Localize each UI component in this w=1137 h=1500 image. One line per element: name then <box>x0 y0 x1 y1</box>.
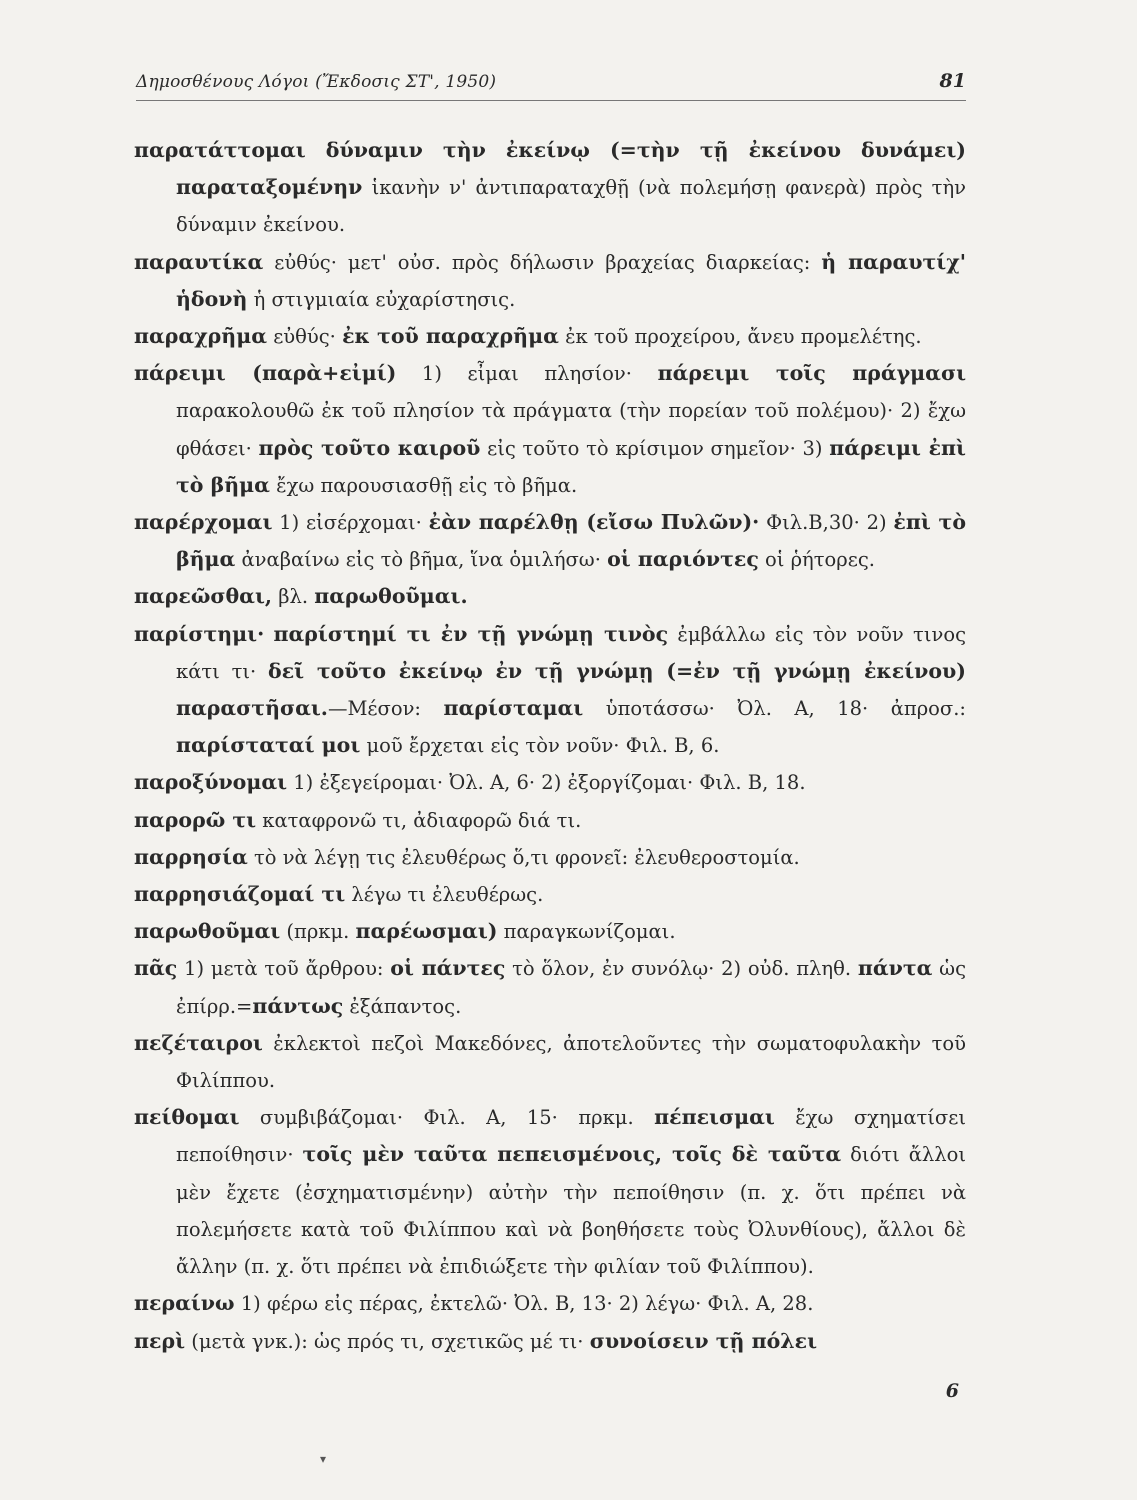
signature-number: 6 <box>945 1380 959 1402</box>
definition: (μετὰ γνκ.): ὡς πρός τι, σχετικῶς μέ τι· <box>185 1329 590 1353</box>
glossary-entry <box>134 244 966 318</box>
definition: μοῦ ἔρχεται εἰς τὸν νοῦν· Φιλ. Β, 6. <box>360 734 720 758</box>
glossary-entry <box>134 504 966 578</box>
glossary-body <box>134 132 966 1360</box>
definition: 1) εἰσέρχομαι· <box>272 511 429 535</box>
definition: ἔχω σχηματίσει πεποίθησιν· <box>176 1106 966 1167</box>
headword: παρωθοῦμαι <box>134 919 281 944</box>
definition: (πρκμ. <box>280 920 356 944</box>
phrase: πάρειμι τοῖς πράγμασι <box>657 361 966 386</box>
phrase: ἐκ τοῦ παραχρῆμα <box>342 324 559 349</box>
definition: εἰς τοῦτο τὸ κρίσιμον σημεῖον· 3) <box>480 436 830 460</box>
definition: 1) μετὰ τοῦ ἄρθρου: <box>177 957 391 981</box>
headword: περὶ <box>134 1328 186 1353</box>
phrase: πρὸς τοῦτο καιροῦ <box>258 435 481 460</box>
headword: παροξύνομαι <box>134 770 288 795</box>
headword: παρέρχομαι <box>134 510 273 535</box>
definition: ἐκλεκτοὶ πεζοὶ Μακεδόνες, ἀποτελοῦντες τὴν σωματοφυλακὴν τοῦ Φιλίππου. <box>176 1031 966 1093</box>
headword: παραυτίκα <box>134 249 264 274</box>
phrase: συνοίσειν τῇ πόλει <box>589 1328 818 1353</box>
definition: ἱκανὴν ν' ἀντιπαραταχθῇ (νὰ πολεμήσῃ φανερὰ) πρὸς τὴν δύναμιν ἐκείνου. <box>176 176 966 237</box>
glossary-entry <box>134 1323 966 1360</box>
definition: ὡς ἐπίρρ.= <box>176 957 966 1018</box>
definition: —Μέσον: <box>327 697 444 721</box>
glossary-entry <box>134 1025 966 1099</box>
definition: καταφρονῶ τι, ἀδιαφορῶ διά τι. <box>256 808 582 832</box>
phrase: ἐὰν παρέλθῃ (εἴσω Πυλῶν)· <box>428 510 760 535</box>
definition: τὸ ὅλον, ἐν συνόλῳ· 2) οὐδ. πληθ. <box>505 957 858 981</box>
glossary-entry <box>134 355 966 504</box>
headword: παρίστημι· <box>134 621 265 646</box>
phrase: παρωθοῦμαι. <box>314 584 468 609</box>
glossary-entry <box>134 318 966 355</box>
glossary-entry <box>134 132 966 244</box>
definition: 1) εἶμαι πλησίον· <box>396 362 658 386</box>
headword: περαίνω <box>134 1291 235 1316</box>
phrase: τοῖς μὲν ταῦτα πεπεισμένοις, τοῖς δὲ ταῦτα <box>302 1142 842 1167</box>
definition: εὐθύς· μετ' οὐσ. πρὸς δήλωσιν βραχείας διαρκείας: <box>263 250 822 274</box>
phrase: πάντα <box>857 956 933 981</box>
glossary-entry <box>134 578 966 615</box>
phrase: πέπεισμαι <box>654 1105 775 1130</box>
phrase: πάρειμι ἐπὶ τὸ βῆμα <box>176 435 966 497</box>
definition: ἀναβαίνω εἰς τὸ βῆμα, ἵνα ὁμιλήσω· <box>235 548 608 572</box>
headword: παρορῶ τι <box>134 807 257 832</box>
definition: ἐξάπαντος. <box>343 994 462 1018</box>
glossary-entry <box>134 950 966 1024</box>
definition: οἱ ῥήτορες. <box>758 548 875 572</box>
phrase: οἱ πάντες <box>390 956 506 981</box>
glossary-entry <box>134 1099 966 1285</box>
headword: παρρησία <box>134 844 248 869</box>
definition: τὸ νὰ λέγῃ τις ἐλευθέρως ὅ,τι φρονεῖ: ἐλευθεροστομία. <box>247 845 800 869</box>
glossary-entry <box>134 913 966 950</box>
definition: ἡ στιγμιαία εὐχαρίστησις. <box>247 287 516 311</box>
headword: παραχρῆμα <box>134 324 267 349</box>
definition: διότι ἄλλοι μὲν ἔχετε (ἐσχηματισμένην) αὐτὴν τὴν πεποίθησιν (π. χ. ὅτι πρέπει νὰ πολεμήσετε κατὰ τοῦ Φιλίππου καὶ νὰ βοηθήσετε τοὺς Ὀλυνθίους), ἄλλοι δὲ ἄλλην (π. χ. ὅτι πρέπει νὰ ἐπιδιώξετε τὴν φιλίαν τοῦ Φιλίππου). <box>176 1143 966 1279</box>
glossary-entry <box>134 1285 966 1322</box>
definition: εὐθύς· <box>267 325 343 349</box>
phrase: δεῖ τοῦτο ἐκείνῳ ἐν τῇ γνώμῃ (=ἐν τῇ γνώμῃ ἐκείνου) παραστῆσαι. <box>176 658 966 721</box>
definition: συμβιβάζομαι· Φιλ. Α, 15· πρκμ. <box>239 1106 655 1130</box>
phrase: οἱ παριόντες <box>607 547 759 572</box>
definition: 1) ἐξεγείρομαι· Ὀλ. Α, 6· 2) ἐξοργίζομαι· Φιλ. Β, 18. <box>287 771 806 795</box>
headword: πείθομαι <box>134 1105 240 1130</box>
definition: παρακολουθῶ ἐκ τοῦ πλησίον τὰ πράγματα (τὴν πορείαν τοῦ πολέμου)· 2) ἔχω φθάσει· <box>176 399 966 460</box>
definition: λέγω τι ἐλευθέρως. <box>345 883 544 907</box>
phrase: παρίστημί τι ἐν τῇ γνώμῃ τινὸς <box>273 621 669 646</box>
page-number: 81 <box>939 70 966 92</box>
glossary-entry <box>134 876 966 913</box>
headword: πᾶς <box>134 956 178 981</box>
headword: παρρησιάζομαί τι <box>134 882 346 907</box>
phrase: παρίσταταί μοι <box>176 733 361 758</box>
glossary-entry <box>134 802 966 839</box>
definition: βλ. <box>272 585 315 609</box>
bullet-icon: ▾ <box>320 1452 327 1466</box>
glossary-entry <box>134 839 966 876</box>
headword: παρατάττομαι δύναμιν τὴν ἐκείνῳ (=τὴν τῇ ἐκείνου δυνάμει) παραταξομένην <box>134 138 966 200</box>
definition: ἔχω παρουσιασθῇ εἰς τὸ βῆμα. <box>269 473 578 497</box>
headword: πάρειμι (παρὰ+εἰμί) <box>134 361 397 386</box>
definition: παραγκωνίζομαι. <box>497 920 676 944</box>
phrase: ἐπὶ τὸ βῆμα <box>176 510 966 572</box>
running-title: Δημοσθένους Λόγοι (Ἔκδοσις ΣΤ', 1950) <box>136 72 497 92</box>
headword: παρεῶσθαι, <box>134 584 273 609</box>
definition: 1) φέρω εἰς πέρας, ἐκτελῶ· Ὀλ. Β, 13· 2) λέγω· Φιλ. Α, 28. <box>234 1292 814 1316</box>
glossary-entry <box>134 616 966 765</box>
phrase: πάντως <box>252 993 344 1018</box>
running-header <box>136 70 966 101</box>
definition: ἐμβάλλω εἰς τὸν νοῦν τινος κάτι τι· <box>176 622 966 683</box>
phrase: παρέωσμαι) <box>355 919 498 944</box>
phrase: ἡ παραυτίχ' ἡδονὴ <box>176 249 966 311</box>
definition: ἐκ τοῦ προχείρου, ἄνευ προμελέτης. <box>558 325 922 349</box>
glossary-entry <box>134 764 966 801</box>
phrase: παρίσταμαι <box>443 696 584 721</box>
definition: Φιλ.Β,30· 2) <box>759 511 894 535</box>
definition <box>264 623 273 646</box>
headword: πεζέταιροι <box>134 1030 263 1055</box>
definition: ὑποτάσσω· Ὀλ. Α, 18· ἀπροσ.: <box>583 697 966 721</box>
